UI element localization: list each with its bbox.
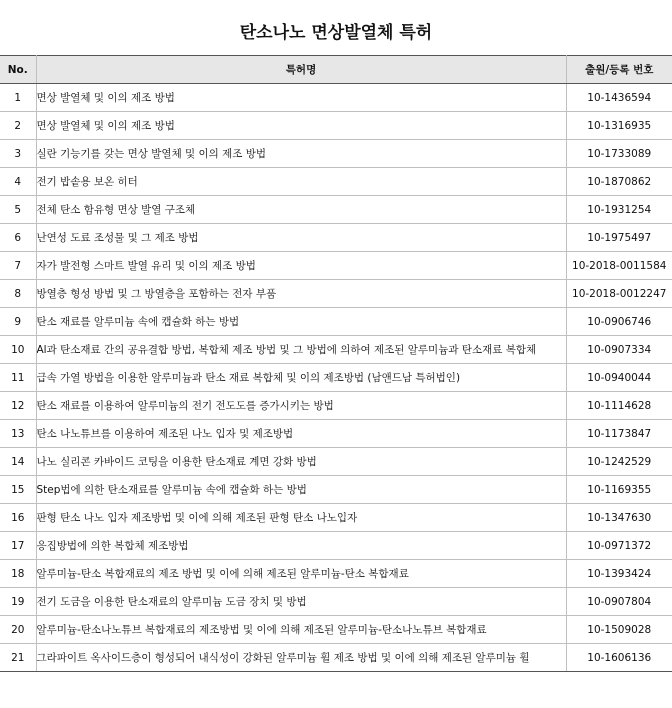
patent-number: 10-1606136 bbox=[566, 644, 672, 672]
header-row bbox=[0, 56, 672, 84]
patent-name: 탄소 재료를 알루미늄 속에 캡슐화 하는 방법 bbox=[36, 308, 566, 336]
patent-number: 10-2018-0012247 bbox=[566, 280, 672, 308]
patent-name: 알루미늄-탄소나노튜브 복합재료의 제조방법 및 이에 의해 제조된 알루미늄-탄소나노튜브 복합재료 bbox=[36, 616, 566, 644]
row-number: 5 bbox=[0, 196, 36, 224]
patent-name: Al과 탄소재료 간의 공유결합 방법, 복합체 제조 방법 및 그 방법에 의하여 제조된 알루미늄과 탄소재료 복합체 bbox=[36, 336, 566, 364]
patent-number: 10-0940044 bbox=[566, 364, 672, 392]
patent-number: 10-1436594 bbox=[566, 84, 672, 112]
row-number: 16 bbox=[0, 504, 36, 532]
table-row bbox=[0, 560, 672, 588]
row-number: 13 bbox=[0, 420, 36, 448]
patent-name: 면상 발열체 및 이의 제조 방법 bbox=[36, 112, 566, 140]
table-row bbox=[0, 252, 672, 280]
row-number: 2 bbox=[0, 112, 36, 140]
patent-number: 10-0971372 bbox=[566, 532, 672, 560]
patent-number: 10-1975497 bbox=[566, 224, 672, 252]
patent-number: 10-1393424 bbox=[566, 560, 672, 588]
patent-number: 10-1173847 bbox=[566, 420, 672, 448]
row-number: 20 bbox=[0, 616, 36, 644]
header-patent-name: 특허명 bbox=[36, 56, 566, 84]
row-number: 12 bbox=[0, 392, 36, 420]
table-row bbox=[0, 420, 672, 448]
patent-number: 10-2018-0011584 bbox=[566, 252, 672, 280]
patent-name: 전체 탄소 함유형 면상 발열 구조체 bbox=[36, 196, 566, 224]
patent-name: 탄소 재료를 이용하여 알루미늄의 전기 전도도를 증가시키는 방법 bbox=[36, 392, 566, 420]
table-row bbox=[0, 364, 672, 392]
table-row bbox=[0, 532, 672, 560]
row-number: 1 bbox=[0, 84, 36, 112]
patent-name: 전기 밥솥용 보온 히터 bbox=[36, 168, 566, 196]
patent-name: 알루미늄-탄소 복합재료의 제조 방법 및 이에 의해 제조된 알루미늄-탄소 복합재료 bbox=[36, 560, 566, 588]
table-row bbox=[0, 140, 672, 168]
patent-number: 10-0907804 bbox=[566, 588, 672, 616]
table-row bbox=[0, 224, 672, 252]
patent-name: 방열층 형성 방법 및 그 방열층을 포함하는 전자 부품 bbox=[36, 280, 566, 308]
patent-name: 실란 기능기를 갖는 면상 발열체 및 이의 제조 방법 bbox=[36, 140, 566, 168]
patent-name: 전기 도금을 이용한 탄소재료의 알루미늄 도금 장치 및 방법 bbox=[36, 588, 566, 616]
patent-number: 10-1347630 bbox=[566, 504, 672, 532]
patent-name: 면상 발열체 및 이의 제조 방법 bbox=[36, 84, 566, 112]
row-number: 10 bbox=[0, 336, 36, 364]
row-number: 6 bbox=[0, 224, 36, 252]
table-header bbox=[0, 56, 672, 84]
row-number: 17 bbox=[0, 532, 36, 560]
table-row bbox=[0, 588, 672, 616]
patent-number: 10-1509028 bbox=[566, 616, 672, 644]
row-number: 11 bbox=[0, 364, 36, 392]
row-number: 9 bbox=[0, 308, 36, 336]
patent-number: 10-1242529 bbox=[566, 448, 672, 476]
table-row bbox=[0, 280, 672, 308]
table-row bbox=[0, 504, 672, 532]
table-body bbox=[0, 84, 672, 672]
patent-number: 10-1870862 bbox=[566, 168, 672, 196]
patent-number: 10-1316935 bbox=[566, 112, 672, 140]
page-title: 탄소나노 면상발열체 특허 bbox=[239, 23, 433, 43]
header-patent-number: 출원/등록 번호 bbox=[566, 56, 672, 84]
row-number: 15 bbox=[0, 476, 36, 504]
row-number: 8 bbox=[0, 280, 36, 308]
patent-number: 10-1169355 bbox=[566, 476, 672, 504]
table-row bbox=[0, 308, 672, 336]
row-number: 18 bbox=[0, 560, 36, 588]
table-row bbox=[0, 616, 672, 644]
table-row bbox=[0, 112, 672, 140]
patent-number: 10-0906746 bbox=[566, 308, 672, 336]
row-number: 21 bbox=[0, 644, 36, 672]
patent-number: 10-0907334 bbox=[566, 336, 672, 364]
patent-number: 10-1931254 bbox=[566, 196, 672, 224]
patent-name: 그라파이트 옥사이드층이 형성되어 내식성이 강화된 알루미늄 휠 제조 방법 및 이에 의해 제조된 알루미늄 휠 bbox=[36, 644, 566, 672]
patent-name: 나노 실리콘 카바이드 코팅을 이용한 탄소재료 계면 강화 방법 bbox=[36, 448, 566, 476]
patent-name: Step법에 의한 탄소재료를 알루미늄 속에 캡슐화 하는 방법 bbox=[36, 476, 566, 504]
patent-name: 응집방법에 의한 복합체 제조방법 bbox=[36, 532, 566, 560]
table-row bbox=[0, 84, 672, 112]
table-row bbox=[0, 196, 672, 224]
table-row bbox=[0, 644, 672, 672]
patent-name: 난연성 도료 조성물 및 그 제조 방법 bbox=[36, 224, 566, 252]
table-row bbox=[0, 476, 672, 504]
patent-number: 10-1114628 bbox=[566, 392, 672, 420]
table-row bbox=[0, 448, 672, 476]
table-row bbox=[0, 392, 672, 420]
patent-number: 10-1733089 bbox=[566, 140, 672, 168]
header-no: No. bbox=[0, 56, 36, 84]
row-number: 4 bbox=[0, 168, 36, 196]
row-number: 3 bbox=[0, 140, 36, 168]
patent-name: 탄소 나노튜브를 이용하여 제조된 나노 입자 및 제조방법 bbox=[36, 420, 566, 448]
table-row bbox=[0, 336, 672, 364]
patent-name: 판형 탄소 나노 입자 제조방법 및 이에 의해 제조된 판형 탄소 나노입자 bbox=[36, 504, 566, 532]
patent-name: 급속 가열 방법을 이용한 알루미늄과 탄소 재료 복합체 및 이의 제조방법 (남앤드남 특허법인) bbox=[36, 364, 566, 392]
row-number: 19 bbox=[0, 588, 36, 616]
row-number: 14 bbox=[0, 448, 36, 476]
table-row bbox=[0, 168, 672, 196]
patent-table bbox=[0, 55, 672, 672]
patent-name: 자가 발전형 스마트 발열 유리 및 이의 제조 방법 bbox=[36, 252, 566, 280]
row-number: 7 bbox=[0, 252, 36, 280]
